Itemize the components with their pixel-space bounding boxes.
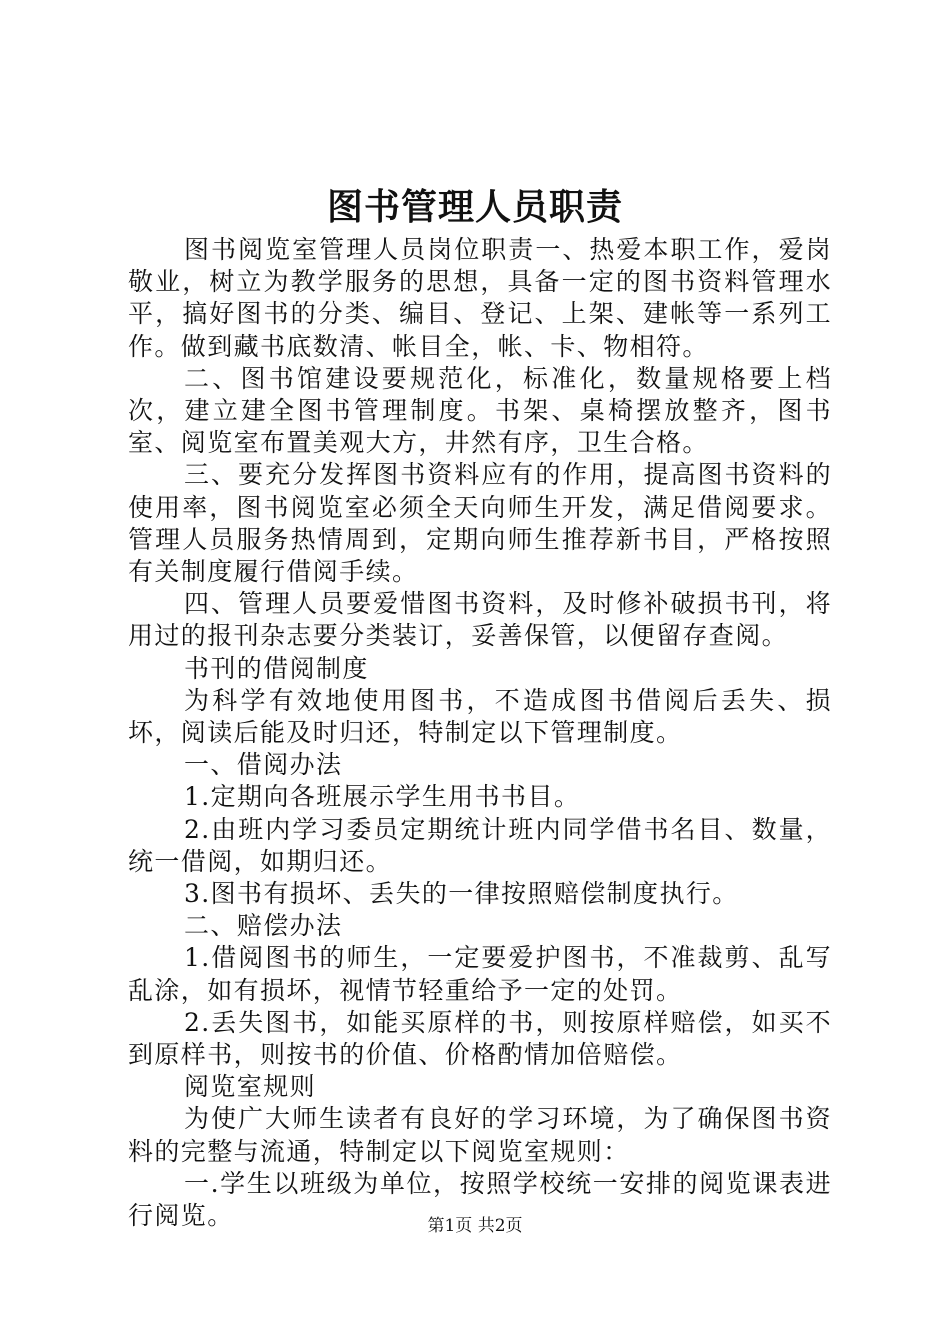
section-heading: 书刊的借阅制度	[184, 653, 369, 683]
list-item: 3.图书有损坏、丢失的一律按照赔偿制度执行。	[184, 879, 739, 909]
document-body	[128, 234, 832, 1232]
list-item: 1.借阅图书的师生，一定要爱护图书，不准裁剪、乱写乱涂，如有损坏，视情节轻重给予一定的处罚。	[128, 943, 832, 1005]
list-item: 1.定期向各班展示学生用书书目。	[184, 782, 581, 812]
paragraph: 三、要充分发挥图书资料应有的作用，提高图书资料的使用率，图书阅览室必须全天向师生开发，满足借阅要求。管理人员服务热情周到，定期向师生推荐新书目，严格按照有关制度履行借阅手续。	[128, 460, 832, 587]
paragraph: 为科学有效地使用图书，不造成图书借阅后丢失、损坏，阅读后能及时归还，特制定以下管理制度。	[128, 685, 832, 748]
section-heading: 阅览室规则	[184, 1072, 317, 1102]
paragraph: 为使广大师生读者有良好的学习环境，为了确保图书资料的完整与流通，特制定以下阅览室规则：	[128, 1104, 832, 1166]
list-item: 一.学生以班级为单位，按照学校统一安排的阅览课表进行阅览。	[128, 1168, 832, 1231]
list-item: 2.丢失图书，如能买原样的书，则按原样赔偿，如买不到原样书，则按书的价值、价格酌情加倍赔偿。	[128, 1007, 832, 1070]
document-title: 图书管理人员职责	[326, 186, 623, 228]
paragraph: 二、图书馆建设要规范化，标准化，数量规格要上档次，建立建全图书管理制度。书架、桌椅摆放整齐，图书室、阅览室布置美观大方，井然有序，卫生合格。	[128, 363, 832, 458]
paragraph: 图书阅览室管理人员岗位职责一、热爱本职工作，爱岗敬业，树立为教学服务的思想，具备一定的图书资料管理水平，搞好图书的分类、编目、登记、上架、建帐等一系列工作。做到藏书底数清、帐目全，帐、卡、物相符。	[128, 235, 832, 361]
list-item: 2.由班内学习委员定期统计班内同学借书名目、数量，统一借阅，如期归还。	[128, 814, 832, 876]
page-footer: 第1页 共2页	[427, 1216, 523, 1236]
subsection-heading: 二、赔偿办法	[184, 911, 343, 941]
paragraph: 四、管理人员要爱惜图书资料，及时修补破损书刊，将用过的报刊杂志要分类装订，妥善保管，以便留存查阅。	[128, 589, 832, 651]
subsection-heading: 一、借阅办法	[184, 750, 343, 780]
